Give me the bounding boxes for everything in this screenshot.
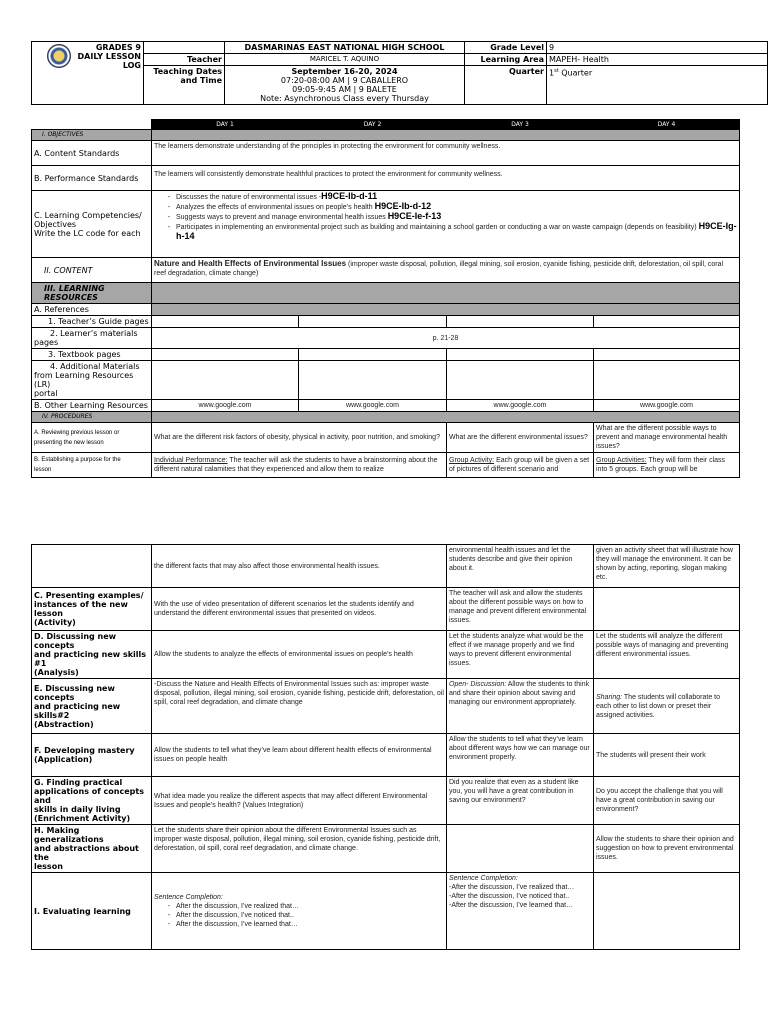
lesson-table-page-2 — [31, 544, 740, 950]
reviewing-lesson-label: A. Reviewing previous lesson or presenting the new lesson — [32, 423, 152, 453]
learning-area-value: MAPEH- Health — [547, 54, 768, 66]
content-standards-text: The learners demonstrate understanding of the principles in protecting the environment for community wellness. — [152, 141, 740, 166]
developing-mastery-label: F. Developing mastery (Application) — [32, 734, 152, 777]
discussing-skills-2-label: E. Discussing new concepts and practicing new skills#2 (Abstraction) — [32, 679, 152, 734]
reviewing-day-4: What are the different possible ways to prevent and manage environmental health issues? — [594, 423, 740, 453]
references-label: A. References — [32, 304, 152, 316]
learners-materials-label: 2. Learner’s materials pages — [32, 328, 152, 349]
applications-day-3: Did you realize that even as a student like you, you will have a great contribution in saving our environment? — [447, 777, 594, 825]
other-resource-day-3: www.google.com — [447, 400, 594, 412]
reviewing-day-3: What are the different environmental issues? — [447, 423, 594, 453]
evaluating-day-1-2: Sentence Completion: - After the discussion, I’ve realized that… - After the discussion, I’ve noticed that.. - After the discussion, I’ve learned that… — [152, 873, 447, 950]
school-name: DASMARINAS EAST NATIONAL HIGH SCHOOL — [225, 42, 465, 54]
other-resources-label: B. Other Learning Resources — [32, 400, 152, 412]
purpose-cont-day-1-2: the different facts that may also affect those environmental health issues. — [152, 545, 447, 588]
presenting-examples-label: C. Presenting examples/ instances of the new lesson (Activity) — [32, 588, 152, 631]
discussing-2-day-1-2: -Discuss the Nature and Health Effects of Environmental Issues such as: improper waste disposal, pollution, illegal mining, soil erosion, cyanide fishing, pesticide drift, deforestation, oil spill, coral reef degradation, and climate change — [152, 679, 447, 734]
day-4-header: DAY 4 — [594, 120, 740, 130]
mastery-day-4: The students will present their work — [594, 734, 740, 777]
content-label: II. CONTENT — [32, 258, 152, 283]
other-resource-day-1: www.google.com — [152, 400, 299, 412]
grades-title: GRADES 9 — [95, 43, 141, 52]
learners-materials-pages: p. 21-28 — [152, 328, 740, 349]
day-2-header: DAY 2 — [299, 120, 447, 130]
grades-cell — [32, 42, 144, 105]
grade-level-value: 9 — [547, 42, 768, 54]
additional-materials-label: 4. Additional Materials from Learning Resources (LR) portal — [32, 361, 152, 400]
evaluating-learning-label: I. Evaluating learning — [32, 873, 152, 950]
discussing-1-day-4: Let the students will analyze the different possible ways of managing and preventing different environmental issues. — [594, 631, 740, 679]
teaching-dates-label: Teaching Dates and Time — [144, 66, 225, 105]
purpose-cont-day-3: environmental health issues and let the students describe and give their opinion about it. — [447, 545, 594, 588]
practical-applications-label: G. Finding practical applications of concepts and skills in daily living (Enrichment Activity) — [32, 777, 152, 825]
discussing-1-day-3: Let the students analyze what would be the effect if we manage properly and we find ways to prevent different environmental issues. — [447, 631, 594, 679]
purpose-day-1-2: Individual Performance: The teacher will ask the students to have a brainstorming about the different natural calamities that they experienced and allow them to realize — [152, 453, 447, 478]
grade-level-label: Grade Level — [465, 42, 547, 54]
competency-item: - Participates in implementing an environmental project such as building and maintaining a school garden or conducting a war on waste campaign (depends on feasibility) H9CE-Ig-h-14 — [176, 222, 737, 242]
mastery-day-3: Allow the students to tell what they’ve learn about different ways how we can manage our environment properly. — [447, 734, 594, 777]
competency-item: - Discusses the nature of environmental issues -H9CE-Ib-d-11 — [176, 192, 737, 202]
learning-resources-section: III. LEARNING RESOURCES — [32, 283, 152, 304]
evaluation-prompt: -After the discussion, I’ve learned that… — [449, 902, 574, 909]
purpose-lesson-label: B. Establishing a purpose for the lesson — [32, 453, 152, 478]
applications-day-4: Do you accept the challenge that you will have a great contribution in saving our environment? — [594, 777, 740, 825]
purpose-day-4: Group Activities: They will form their class into 5 groups. Each group will be — [594, 453, 740, 478]
other-resource-day-4: www.google.com — [594, 400, 740, 412]
discussing-2-day-3: Open- Discussion: Allow the students to think and share their opinion about saving and managing our environment appropriately. — [447, 679, 594, 734]
textbook-pages-label: 3. Textbook pages — [32, 349, 152, 361]
content-text: Nature and Health Effects of Environmental Issues (improper waste disposal, pollution, illegal mining, soil erosion, cyanide fishing, pesticide drift, deforestation, oil spill, coral reef degradation, climate change) — [152, 258, 740, 283]
teaching-dates-value: September 16-20, 2024 07:20-08:00 AM | 9 CABALLERO 09:05-9:45 AM | 9 BALETE Note: Asynchronous Class every Thursday — [225, 66, 465, 105]
generalizations-day-4: Allow the students to share their opinion and suggestion on how to prevent environmental issues. — [594, 825, 740, 873]
evaluation-prompt: - After the discussion, I’ve realized that… — [176, 902, 444, 911]
performance-standards-text: The learners will consistently demonstrate healthful practices to protect the environment for community wellness. — [152, 166, 740, 191]
evaluation-prompt: - After the discussion, I’ve learned that… — [176, 920, 444, 929]
competency-item: - Suggests ways to prevent and manage environmental health issues H9CE-Ie-f-13 — [176, 212, 737, 222]
evaluating-day-3: Sentence Completion: -After the discussion, I’ve realized that… -After the discussion, I’ve noticed that.. -After the discussion, I’ve learned that… — [447, 873, 594, 950]
generalizations-label: H. Making generalizations and abstractions about the lesson — [32, 825, 152, 873]
other-resource-day-2: www.google.com — [299, 400, 447, 412]
day-1-header: DAY 1 — [152, 120, 299, 130]
procedures-section: IV. PROCEDURES — [32, 412, 152, 423]
competencies-list — [152, 191, 740, 258]
discussing-skills-1-label: D. Discussing new concepts and practicing new skills #1 (Analysis) — [32, 631, 152, 679]
lesson-table-page-1 — [31, 119, 740, 478]
presenting-day-3: The teacher will ask and allow the students about the different possible ways on how to manage and prevent different environmental issues. — [447, 588, 594, 631]
header-table — [31, 41, 768, 105]
performance-standards-label: B. Performance Standards — [32, 166, 152, 191]
evaluation-prompt: -After the discussion, I’ve realized that… — [449, 884, 575, 891]
applications-day-1-2: What idea made you realize the different aspects that may affect different Environmental Issues and people’s health? (Values Integration) — [152, 777, 447, 825]
teacher-label: Teacher — [144, 54, 225, 66]
dll-title-1: DAILY LESSON — [77, 52, 141, 61]
learning-area-label: Learning Area — [465, 54, 547, 66]
content-standards-label: A. Content Standards — [32, 141, 152, 166]
discussing-1-day-1-2: Allow the students to analyze the effects of environmental issues on people’s health — [152, 631, 447, 679]
purpose-day-3: Group Activity: Each group will be given a set of pictures of different scenario and — [447, 453, 594, 478]
generalizations-day-1-2: Let the students share their opinion about the different Environmental Issues such as improper waste disposal, pollution, illegal mining, soil erosion, cyanide fishing, pesticide drift, deforestation, oil spill, coral reef degradation, and climate change. — [152, 825, 447, 873]
discussing-2-day-4: Sharing: The students will collaborate to each other to list down or preset their assigned activities. — [594, 679, 740, 734]
competencies-label: C. Learning Competencies/ Objectives Write the LC code for each — [32, 191, 152, 258]
purpose-cont-day-4: given an activity sheet that will illustrate how they will manage the environment. It can be shown by acting, reporting, slogan making etc. — [594, 545, 740, 588]
dll-title-2: LOG — [122, 61, 141, 70]
teacher-name: MARICEL T. AQUINO — [225, 54, 465, 66]
quarter-label: Quarter — [465, 66, 547, 105]
reviewing-day-1-2: What are the different risk factors of obesity, physical in activity, poor nutrition, and smoking? — [152, 423, 447, 453]
presenting-day-1-2: With the use of video presentation of different scenarios let the students identify and understand the different environmental issues that presented on videos. — [152, 588, 447, 631]
objectives-section: I. OBJECTIVES — [32, 130, 152, 141]
day-3-header: DAY 3 — [447, 120, 594, 130]
teachers-guide-label: 1. Teacher’s Guide pages — [32, 316, 152, 328]
competency-item: - Analyzes the effects of environmental issues on people’s health H9CE-Ib-d-12 — [176, 202, 737, 212]
mastery-day-1-2: Allow the students to tell what they’ve learn about different health effects of environmental issues on people health — [152, 734, 447, 777]
evaluation-prompt: -After the discussion, I’ve noticed that.. — [449, 893, 570, 900]
evaluation-prompt: - After the discussion, I’ve noticed that.. — [176, 911, 444, 920]
quarter-value: 1st Quarter — [547, 66, 768, 105]
